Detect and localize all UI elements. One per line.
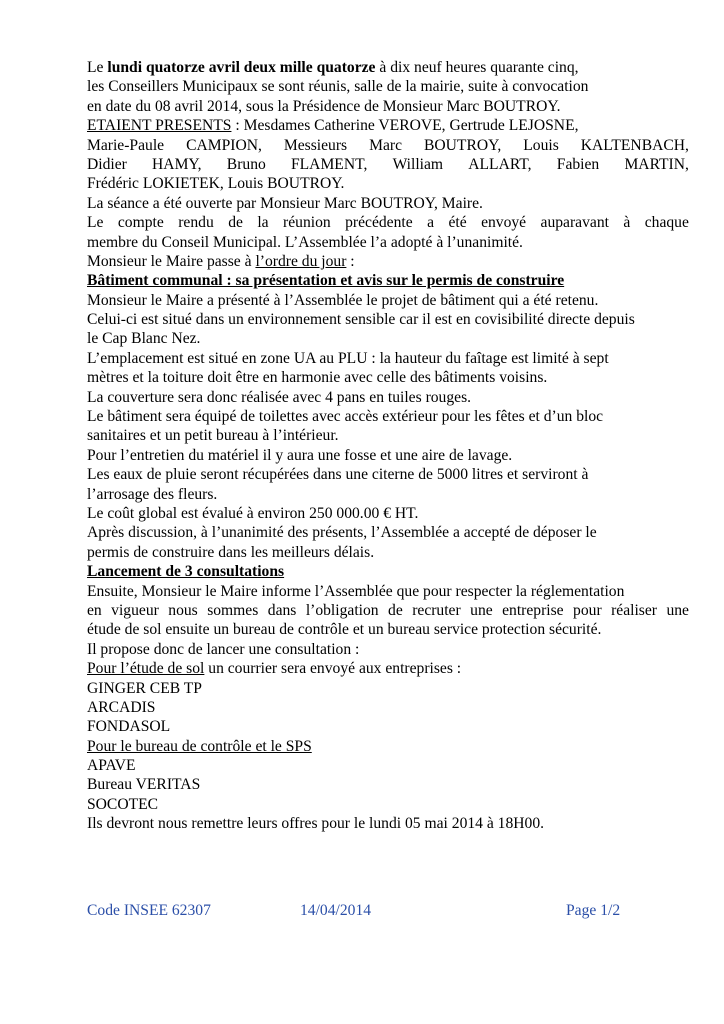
word: William — [392, 155, 444, 173]
word: de — [388, 601, 403, 619]
etude-sol-label: Pour l’étude de sol — [87, 660, 205, 678]
word: Le — [87, 214, 104, 232]
presents-label: ETAIENT PRESENTS — [87, 117, 232, 135]
word: KALTENBACH, — [580, 136, 689, 154]
company-item: FONDASOL — [87, 718, 171, 736]
word: envoyé — [481, 214, 527, 232]
word: compte — [117, 214, 164, 232]
footer-date: 14/04/2014 — [300, 902, 372, 919]
word: en — [87, 601, 102, 619]
word: dans — [267, 601, 297, 619]
section2-line: Ensuite, Monsieur le Maire informe l’Assemblée que pour respecter la réglementation — [87, 582, 625, 600]
ordre-suffix: : — [346, 252, 355, 270]
word: ALLART, — [468, 155, 532, 173]
word: CAMPION, — [186, 136, 262, 154]
word: sommes — [207, 601, 259, 619]
word: Marc — [369, 136, 403, 154]
presents-text: : Mesdames Catherine VEROVE, Gertrude LEJOSNE, — [231, 117, 579, 135]
section1-line: Après discussion, à l’unanimité des présents, l’Assemblée a accepté de déposer le — [87, 524, 597, 542]
opening-line: La séance a été ouverte par Monsieur Marc BOUTROY, Maire. — [87, 194, 483, 212]
ordre-line — [87, 252, 689, 271]
word: la — [257, 214, 269, 232]
ordre-du-jour-label: l’ordre du jour — [255, 252, 347, 270]
word: Marie-Paule — [87, 136, 165, 154]
company-item: APAVE — [87, 757, 136, 775]
intro-line-2: les Conseillers Municipaux se sont réunis, salle de la mairie, suite à convocation — [87, 78, 589, 96]
section1-line: sanitaires et un petit bureau à l’intérieur. — [87, 427, 339, 445]
intro-text: à dix neuf heures quarante cinq, — [375, 59, 579, 76]
section1-line: permis de construire dans les meilleurs délais. — [87, 543, 375, 561]
word: a — [427, 214, 435, 232]
word: réaliser — [611, 601, 657, 619]
word: de — [228, 214, 243, 232]
company-item: Bureau VERITAS — [87, 776, 201, 794]
word: réunion — [283, 214, 331, 232]
company-item: GINGER CEB TP — [87, 679, 202, 697]
word: recruter — [412, 601, 461, 619]
section1-line: mètres et la toiture doit être en harmonie avec celle des bâtiments voisins. — [87, 369, 548, 387]
intro-text: Le — [87, 59, 108, 76]
word: Bruno — [226, 155, 266, 173]
word: vigueur — [111, 601, 159, 619]
section1-line: Pour l’entretien du matériel il y aura une fosse et une aire de lavage. — [87, 446, 513, 464]
word: BOUTROY, — [424, 136, 502, 154]
section-heading-consultations: Lancement de 3 consultations — [87, 563, 285, 581]
footer-page-number: Page 1/2 — [566, 902, 621, 919]
presents-line-3 — [87, 155, 689, 174]
section1-line: La couverture sera donc réalisée avec 4 pans en tuiles rouges. — [87, 388, 472, 406]
document-body — [87, 58, 689, 834]
word: été — [448, 214, 467, 232]
section1-line: Les eaux de pluie seront récupérées dans une citerne de 5000 litres et serviront à — [87, 466, 589, 484]
compte-rendu-line-2: membre du Conseil Municipal. L’Assemblée l’a adopté à l’unanimité. — [87, 233, 523, 251]
company-item: SOCOTEC — [87, 795, 159, 813]
meeting-date-bold: lundi quatorze avril deux mille quatorze — [107, 59, 376, 76]
presents-line-4: Frédéric LOKIETEK, Louis BOUTROY. — [87, 175, 345, 193]
presents-line-1 — [87, 116, 689, 135]
word: l’obligation — [305, 601, 379, 619]
section1-line: L’emplacement est situé en zone UA au PLU : la hauteur du faîtage est limité à sept — [87, 349, 609, 367]
word: HAMY, — [152, 155, 202, 173]
word: Louis — [523, 136, 559, 154]
word: MARTIN, — [624, 155, 689, 173]
word: rendu — [178, 214, 214, 232]
footer-code-insee: Code INSEE 62307 — [87, 902, 211, 919]
bureau-controle-label: Pour le bureau de contrôle et le SPS — [87, 737, 312, 755]
section1-line: Celui-ci est situé dans un environnement sensible car il est en covisibilité directe depuis — [87, 311, 635, 329]
closing-line: Ils devront nous remettre leurs offres pour le lundi 05 mai 2014 à 18H00. — [87, 815, 545, 833]
word: Messieurs — [283, 136, 348, 154]
intro-line-3: en date du 08 avril 2014, sous la Présidence de Monsieur Marc BOUTROY. — [87, 97, 561, 115]
section-heading-batiment: Bâtiment communal : sa présentation et avis sur le permis de construire — [87, 272, 565, 290]
company-item: ARCADIS — [87, 698, 156, 716]
section1-line: Le bâtiment sera équipé de toilettes avec accès extérieur pour les fêtes et d’un bloc — [87, 408, 604, 426]
word: une — [666, 601, 689, 619]
word: nous — [168, 601, 198, 619]
word: entreprise — [502, 601, 564, 619]
intro-line-1 — [87, 58, 689, 77]
section1-line: l’arrosage des fleurs. — [87, 485, 218, 503]
etude-sol-line — [87, 659, 689, 678]
section2-line: Il propose donc de lancer une consultation : — [87, 640, 360, 658]
section2-line: étude de sol ensuite un bureau de contrôle et un bureau service protection sécurité. — [87, 621, 602, 639]
section1-line: Le coût global est évalué à environ 250 000.00 € HT. — [87, 504, 419, 522]
ordre-prefix: Monsieur le Maire passe à — [87, 252, 256, 270]
compte-rendu-line-1 — [87, 213, 689, 232]
word: à — [623, 214, 631, 232]
section1-line: Monsieur le Maire a présenté à l’Assemblée le projet de bâtiment qui a été retenu. — [87, 291, 599, 309]
word: Didier — [87, 155, 127, 173]
etude-sol-text: un courrier sera envoyé aux entreprises : — [204, 660, 462, 678]
section1-line: le Cap Blanc Nez. — [87, 330, 201, 348]
presents-line-2 — [87, 136, 689, 155]
section2-line-justified — [87, 601, 689, 620]
word: une — [470, 601, 493, 619]
word: précédente — [345, 214, 413, 232]
word: chaque — [644, 214, 689, 232]
word: auparavant — [540, 214, 609, 232]
word: FLAMENT, — [290, 155, 368, 173]
word: Fabien — [556, 155, 600, 173]
word: pour — [573, 601, 602, 619]
